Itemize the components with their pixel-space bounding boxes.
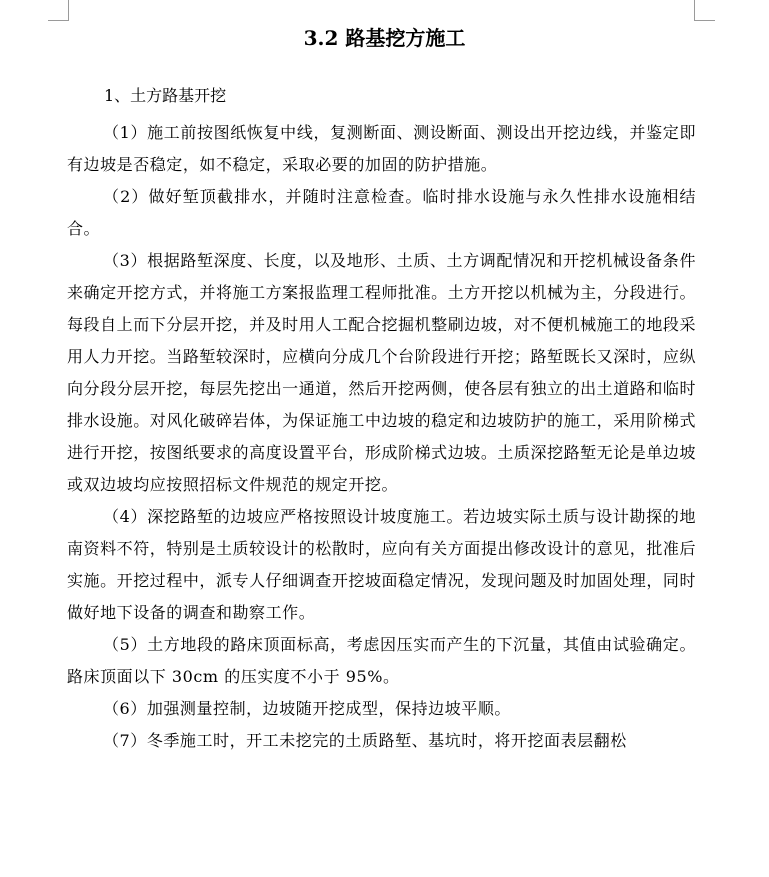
paragraph-2: （2）做好堑顶截排水，并随时注意检查。临时排水设施与永久性排水设施相结合。 [67, 187, 696, 238]
crop-mark-top-right-vertical [694, 0, 695, 20]
paragraph-3: （3）根据路堑深度、长度，以及地形、土质、土方调配情况和开挖机械设备条件来确定开挖方式，并将施工方案报监理工程师批准。土方开挖以机械为主，分段进行。每段自上而下分层开挖，并及时用人工配合挖掘机整刷边坡，对不便机械施工的地段采用人力开挖。当路堑较深时，应横向分成几个台阶段进行开挖；路堑既长又深时，应纵向分段分层开挖，每层先挖出一通道，然后开挖两侧，使各层有独立的出土道路和临时排水设施。对风化破碎岩体，为保证施工中边坡的稳定和边坡防护的施工，采用阶梯式进行开挖，按图纸要求的高度设置平台，形成阶梯式边坡。土质深挖路堑无论是单边坡或双边坡均应按照招标文件规范的规定开挖。 [67, 251, 696, 494]
paragraph-4: （4）深挖路堑的边坡应严格按照设计坡度施工。若边坡实际土质与设计勘探的地南资料不符，特别是土质较设计的松散时，应向有关方面提出修改设计的意见，批准后实施。开挖过程中，派专人仔细调查开挖坡面稳定情况，发现问题及时加固处理，同时做好地下设备的调查和勘察工作。 [67, 507, 696, 622]
crop-mark-top-left-horizontal [48, 20, 69, 21]
section-heading: 1、土方路基开挖 [104, 86, 227, 105]
page-title: 3.2 路基挖方施工 [303, 26, 466, 50]
paragraph-5: （5）土方地段的路床顶面标高，考虑因压实而产生的下沉量，其值由试验确定。路床顶面以下 30cm 的压实度不小于 95%。 [67, 635, 696, 686]
document-body [67, 117, 696, 757]
paragraph-7: （7）冬季施工时，开工未挖完的土质路堑、基坑时，将开挖面表层翻松 [103, 731, 627, 750]
paragraph-6: （6）加强测量控制，边坡随开挖成型，保持边坡平顺。 [103, 699, 511, 718]
crop-mark-top-right-horizontal [694, 20, 715, 21]
crop-mark-top-left-vertical [68, 0, 69, 20]
paragraph-1: （1）施工前按图纸恢复中线，复测断面、测设断面、测设出开挖边线，并鉴定即有边坡是否稳定，如不稳定，采取必要的加固的防护措施。 [67, 123, 696, 174]
